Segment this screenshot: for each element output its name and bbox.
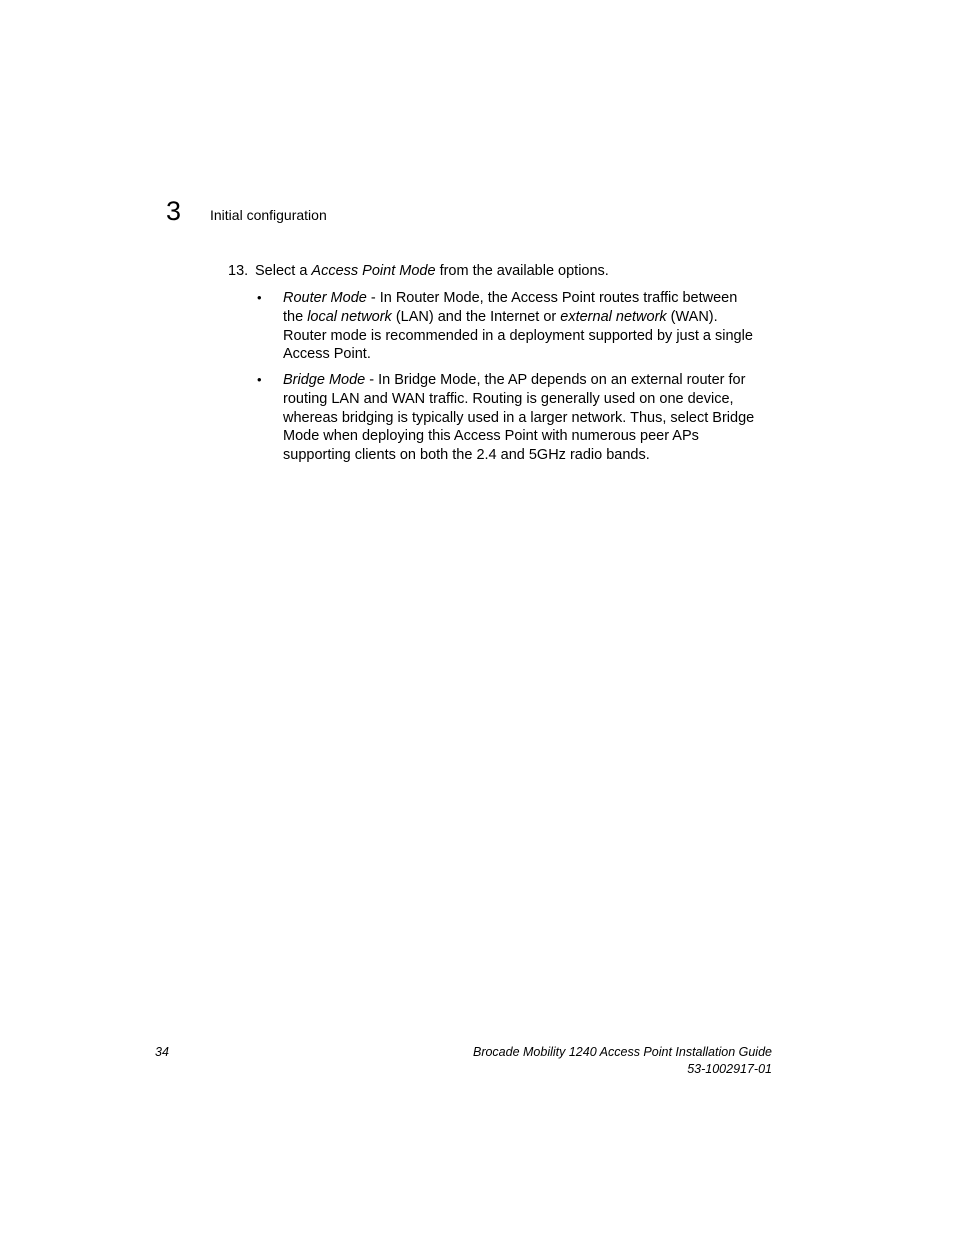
router-mode-text-1: - In Router Mode, the Access Point routes traffic between the [283,290,738,325]
chapter-title: Initial configuration [210,207,327,223]
router-mode-text-3: (WAN). Router mode is recommended in a deployment supported by just a single Access Point. [283,308,753,363]
router-mode-text-2: (LAN) and the Internet or [391,308,561,325]
bullet-bridge-mode [257,371,757,465]
step-number: 13. [228,263,249,279]
bullet-bridge-mode-text [283,371,757,465]
bullet-icon: • [257,290,262,305]
step-text-suffix: from the available options. [435,263,609,279]
local-network-term: local network [307,308,392,325]
guide-title: Brocade Mobility 1240 Access Point Installation Guide [472,1045,772,1059]
bridge-mode-term: Bridge Mode [283,372,366,388]
router-mode-term: Router Mode [283,290,367,306]
step-text-prefix: Select a [255,263,312,279]
step-emphasis: Access Point Mode [311,263,436,279]
doc-number: 53-1002917-01 [687,1062,772,1076]
bridge-mode-text-1: - In Bridge Mode, the AP depends on an external router for routing LAN and WAN traffic. Routing is generally used on one device, whereas bridging is typically used in a larger network. Thus, select Bridge Mode when deploying this Access Point with numerous peer APs supporting clients on both the 2.4 and 5GHz radio bands. [283,372,755,463]
chapter-number: 3 [166,196,182,226]
bullet-router-mode-text [283,289,757,364]
external-network-term: external network [560,308,667,325]
footer-guide-info [473,1044,772,1078]
page-number: 34 [155,1045,169,1059]
bullet-icon: • [257,372,262,387]
step-13 [228,261,609,281]
bullet-router-mode [257,289,757,364]
